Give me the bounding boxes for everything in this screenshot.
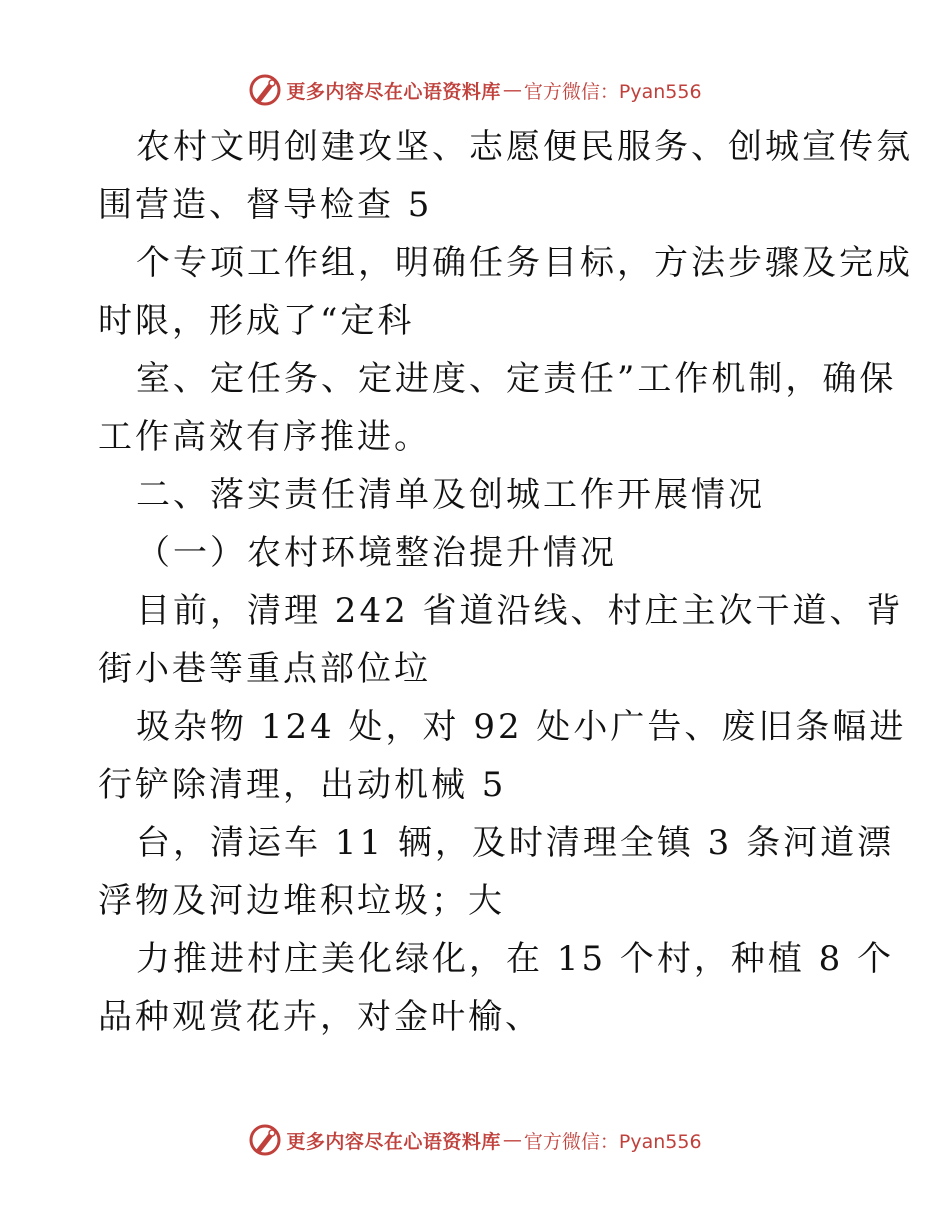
banner-separator: — [502, 1129, 522, 1151]
text-line: 室、定任务、定进度、定责任”工作机制，确保 [136, 359, 897, 399]
text-line: 浮物及河边堆积垃圾；大 [98, 881, 505, 921]
text-line: 品种观赏花卉，对金叶榆、 [98, 997, 542, 1037]
document-body [98, 118, 913, 1046]
text-line: 围营造、督导检查 5 [98, 185, 433, 225]
text-line: 农村文明创建攻坚、志愿便民服务、创城宣传氛 [136, 127, 913, 167]
section-heading: 二、落实责任清单及创城工作开展情况 [136, 475, 765, 515]
text-line: 力推进村庄美化绿化，在 15 个村，种植 8 个 [136, 939, 895, 979]
text-line: 街小巷等重点部位垃 [98, 649, 431, 689]
banner-separator: — [502, 79, 522, 101]
banner-main-text: 更多内容尽在心语资料库 [286, 80, 501, 103]
footer-banner [0, 1120, 950, 1160]
banner-wechat-text: 官方微信：Pyan556 [523, 80, 702, 103]
text-line: 时限，形成了“定科 [98, 301, 415, 341]
text-line: 工作高效有序推进。 [98, 417, 431, 457]
text-line: 个专项工作组，明确任务目标，方法步骤及完成 [136, 243, 913, 283]
text-line: 台，清运车 11 辆，及时清理全镇 3 条河道漂 [136, 823, 895, 863]
subsection-heading: （一）农村环境整治提升情况 [136, 533, 617, 573]
text-line: 目前，清理 242 省道沿线、村庄主次干道、背 [136, 591, 904, 631]
header-banner [0, 70, 950, 110]
pen-logo-icon [248, 1123, 282, 1157]
banner-main-text: 更多内容尽在心语资料库 [286, 1130, 501, 1153]
banner-wechat-text: 官方微信：Pyan556 [523, 1130, 702, 1153]
text-line: 圾杂物 124 处，对 92 处小广告、废旧条幅进 [136, 707, 907, 747]
text-line: 行铲除清理，出动机械 5 [98, 765, 507, 805]
pen-logo-icon [248, 73, 282, 107]
